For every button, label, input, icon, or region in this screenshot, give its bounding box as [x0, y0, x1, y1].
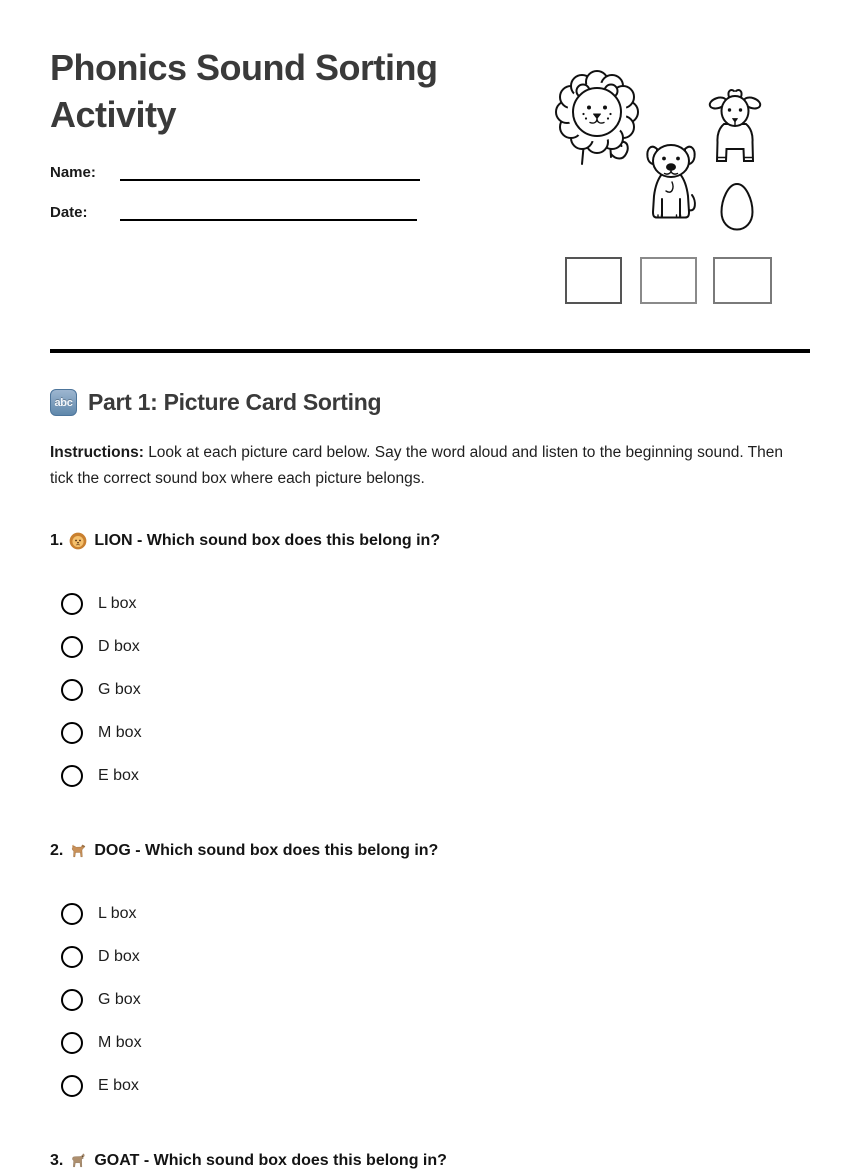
option-g-box[interactable]	[61, 986, 810, 1013]
goat-drawing	[708, 90, 761, 161]
abc-input-icon: abc	[50, 389, 77, 416]
question-2	[50, 840, 810, 1099]
section-divider	[50, 349, 810, 353]
option-d-box[interactable]	[61, 633, 810, 660]
radio-button[interactable]	[61, 903, 83, 925]
question-1-title	[50, 530, 810, 551]
option-label: G box	[98, 990, 141, 1008]
radio-button[interactable]	[61, 1032, 83, 1054]
name-input-line	[120, 167, 420, 181]
option-label: L box	[98, 904, 137, 922]
lion-drawing	[556, 71, 638, 164]
instructions-label: Instructions:	[50, 444, 144, 461]
radio-button[interactable]	[61, 679, 83, 701]
option-e-box[interactable]	[61, 1072, 810, 1099]
question-1-number: 1.	[50, 532, 64, 549]
instructions	[50, 440, 810, 492]
option-m-box[interactable]	[61, 1029, 810, 1056]
radio-button[interactable]	[61, 636, 83, 658]
option-m-box[interactable]	[61, 719, 810, 746]
sorting-box-3	[714, 258, 771, 303]
radio-button[interactable]	[61, 989, 83, 1011]
part1-heading-text: Part 1: Picture Card Sorting	[88, 389, 382, 415]
instructions-body: Look at each picture card below. Say the word aloud and listen to the beginning sound. Then tick the correct sound box where each picture belongs.	[50, 444, 783, 487]
page-title: Phonics Sound Sorting Activity	[50, 47, 438, 135]
option-label: L box	[98, 594, 137, 612]
egg-drawing	[722, 184, 753, 230]
option-l-box[interactable]	[61, 590, 810, 617]
option-label: D box	[98, 947, 140, 965]
option-l-box[interactable]	[61, 900, 810, 927]
name-label: Name:	[50, 164, 96, 181]
option-label: M box	[98, 723, 142, 741]
question-1-options	[61, 590, 810, 789]
option-label: E box	[98, 766, 139, 784]
radio-button[interactable]	[61, 765, 83, 787]
radio-button[interactable]	[61, 722, 83, 744]
question-3-number: 3.	[50, 1152, 64, 1169]
question-3-text: GOAT - Which sound box does this belong in?	[94, 1152, 447, 1169]
sorting-boxes	[566, 258, 771, 303]
animals-illustration	[550, 70, 810, 310]
lion-emoji-icon	[69, 532, 87, 550]
radio-button[interactable]	[61, 946, 83, 968]
option-label: E box	[98, 1076, 139, 1094]
radio-button[interactable]	[61, 593, 83, 615]
question-2-number: 2.	[50, 842, 64, 859]
option-g-box[interactable]	[61, 676, 810, 703]
option-label: G box	[98, 680, 141, 698]
header	[50, 0, 810, 303]
option-label: D box	[98, 637, 140, 655]
part1-heading	[50, 389, 810, 416]
option-e-box[interactable]	[61, 762, 810, 789]
date-input-line	[120, 207, 417, 221]
question-1-text: LION - Which sound box does this belong in?	[94, 532, 441, 549]
question-2-options	[61, 900, 810, 1099]
sorting-box-2	[641, 258, 696, 303]
dog-drawing	[647, 145, 695, 218]
question-2-text: DOG - Which sound box does this belong in?	[94, 842, 439, 859]
radio-button[interactable]	[61, 1075, 83, 1097]
dog-emoji-icon	[69, 842, 87, 860]
question-2-title	[50, 840, 810, 861]
option-d-box[interactable]	[61, 943, 810, 970]
sorting-box-1	[566, 258, 621, 303]
question-1	[50, 530, 810, 789]
date-label: Date:	[50, 204, 88, 221]
option-label: M box	[98, 1033, 142, 1051]
